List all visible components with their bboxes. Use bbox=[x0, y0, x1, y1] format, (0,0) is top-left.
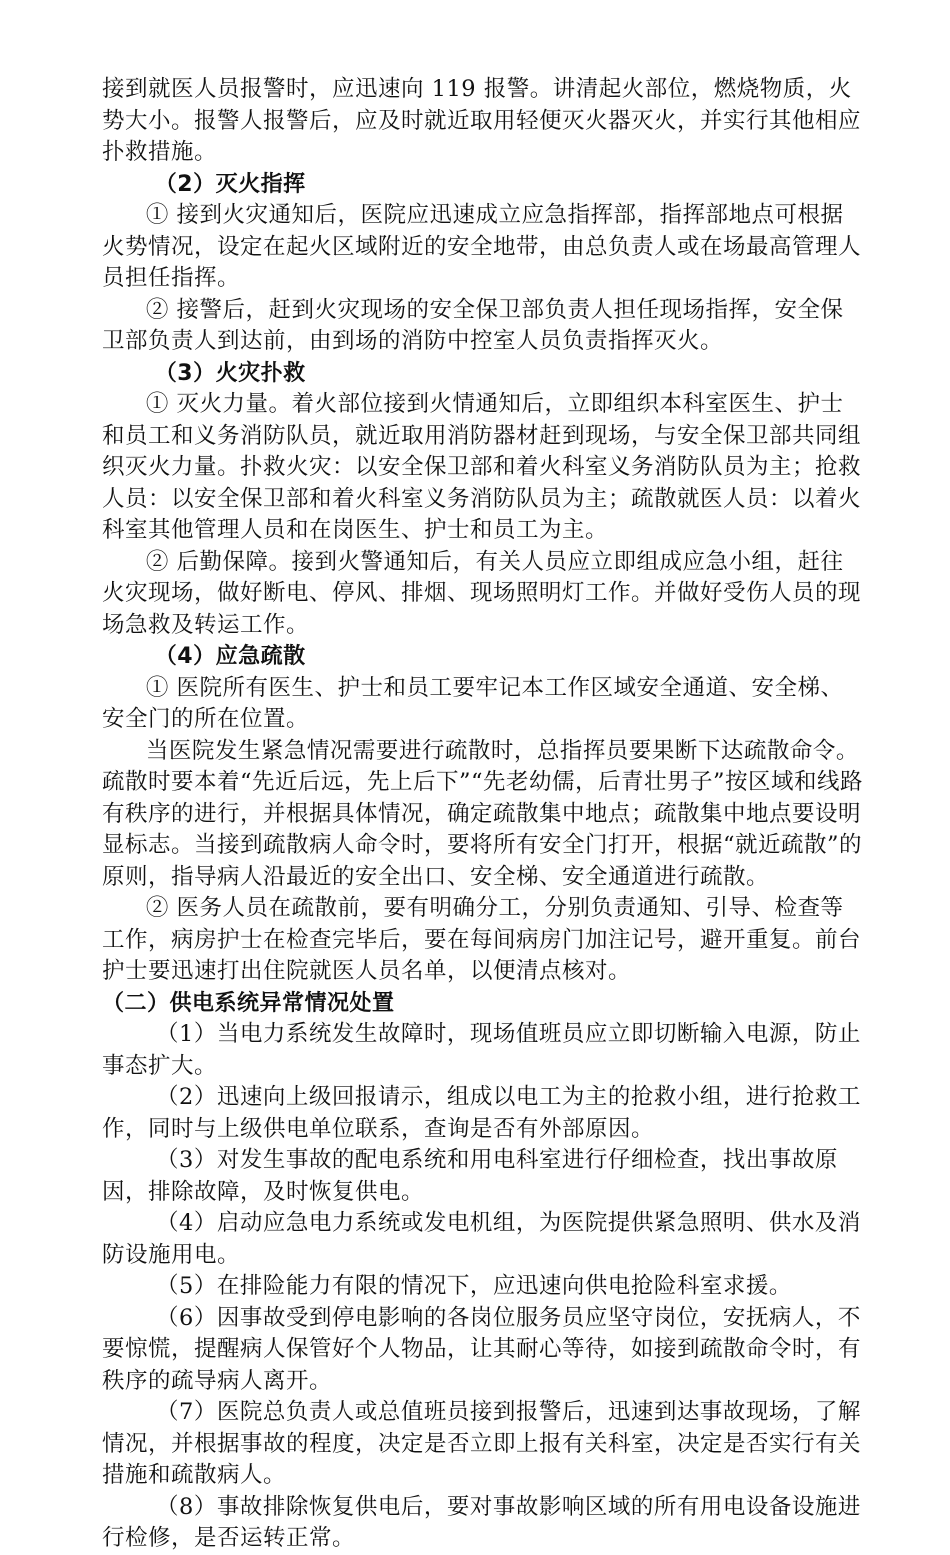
paragraph-fighting-2: ② 后勤保障。接到火警通知后，有关人员应立即组成应急小组，赶往火灾现场，做好断电、停风、排烟、现场照明灯工作。并做好受伤人员的现场急救及转运工作。 bbox=[102, 548, 862, 638]
section-heading-power-system: （二）供电系统异常情况处置 bbox=[102, 990, 395, 1016]
section-heading-fire-fighting: （3）火灾扑救 bbox=[154, 360, 306, 386]
paragraph-command-2: ② 接警后，赶到火灾现场的安全保卫部负责人担任现场指挥，安全保卫部负责人到达前，由到场的消防中控室人员负责指挥灭火。 bbox=[102, 296, 844, 354]
paragraph-power-5: （5）在排险能力有限的情况下，应迅速向供电抢险科室求援。 bbox=[156, 1273, 792, 1299]
paragraph-power-3: （3）对发生事故的配电系统和用电科室进行仔细检查，找出事故原因，排除故障，及时恢复供电。 bbox=[102, 1147, 838, 1205]
paragraph-evacuation-3: ② 医务人员在疏散前，要有明确分工，分别负责通知、引导、检查等工作，病房护士在检查完毕后，要在每间病房门加注记号，避开重复。前台护士要迅速打出住院就医人员名单，以便清点核对。 bbox=[102, 895, 862, 984]
intro-paragraph: 接到就医人员报警时，应迅速向 119 报警。讲清起火部位，燃烧物质，火势大小。报警人报警后，应及时就近取用轻便灭火器灭火，并实行其他相应扑救措施。 bbox=[102, 76, 862, 165]
paragraph-fighting-1: ① 灭火力量。着火部位接到火情通知后，立即组织本科室医生、护士和员工和义务消防队员，就近取用消防器材赶到现场，与安全保卫部共同组织灭火力量。扑救火灾：以安全保卫部和着火科室义务消防队员为主；抢救人员：以安全保卫部和着火科室义务消防队员为主；疏散就医人员：以着火科室其他管理人员和在岗医生、护士和员工为主。 bbox=[102, 391, 862, 543]
paragraph-command-1: ① 接到火灾通知后，医院应迅速成立应急指挥部，指挥部地点可根据火势情况，设定在起火区域附近的安全地带，由总负责人或在场最高管理人员担任指挥。 bbox=[102, 202, 862, 291]
paragraph-power-6: （6）因事故受到停电影响的各岗位服务员应坚守岗位，安抚病人，不要惊慌，提醒病人保管好个人物品，让其耐心等待，如接到疏散命令时，有秩序的疏导病人离开。 bbox=[102, 1304, 862, 1394]
paragraph-evacuation-1: ① 医院所有医生、护士和员工要牢记本工作区域安全通道、安全梯、安全门的所在位置。 bbox=[102, 674, 844, 732]
section-heading-evacuation: （4）应急疏散 bbox=[154, 644, 306, 669]
paragraph-power-1: （1）当电力系统发生故障时，现场值班员应立即切断输入电源，防止事态扩大。 bbox=[102, 1021, 861, 1079]
paragraph-power-8: （8）事故排除恢复供电后，要对事故影响区域的所有用电设备设施进行检修，是否运转正常。 bbox=[102, 1493, 861, 1551]
paragraph-evacuation-2: 当医院发生紧急情况需要进行疏散时，总指挥员要果断下达疏散命令。疏散时要本着“先近后远，先上后下”“先老幼儒，后青壮男子”按区域和线路有秩序的进行，并根据具体情况，确定疏散集中地点；疏散集中地点要设明显标志。当接到疏散病人命令时，要将所有安全门打开，根据“就近疏散”的原则，指导病人沿最近的安全出口、安全梯、安全通道进行疏散。 bbox=[102, 737, 864, 890]
paragraph-power-2: （2）迅速向上级回报请示，组成以电工为主的抢救小组，进行抢救工作，同时与上级供电单位联系，查询是否有外部原因。 bbox=[102, 1084, 861, 1142]
paragraph-power-7: （7）医院总负责人或总值班员接到报警后，迅速到达事故现场，了解情况，并根据事故的程度，决定是否立即上报有关科室，决定是否实行有关措施和疏散病人。 bbox=[102, 1399, 862, 1488]
paragraph-power-4: （4）启动应急电力系统或发电机组，为医院提供紧急照明、供水及消防设施用电。 bbox=[102, 1210, 861, 1268]
section-heading-fire-command: （2）灭火指挥 bbox=[154, 171, 306, 197]
